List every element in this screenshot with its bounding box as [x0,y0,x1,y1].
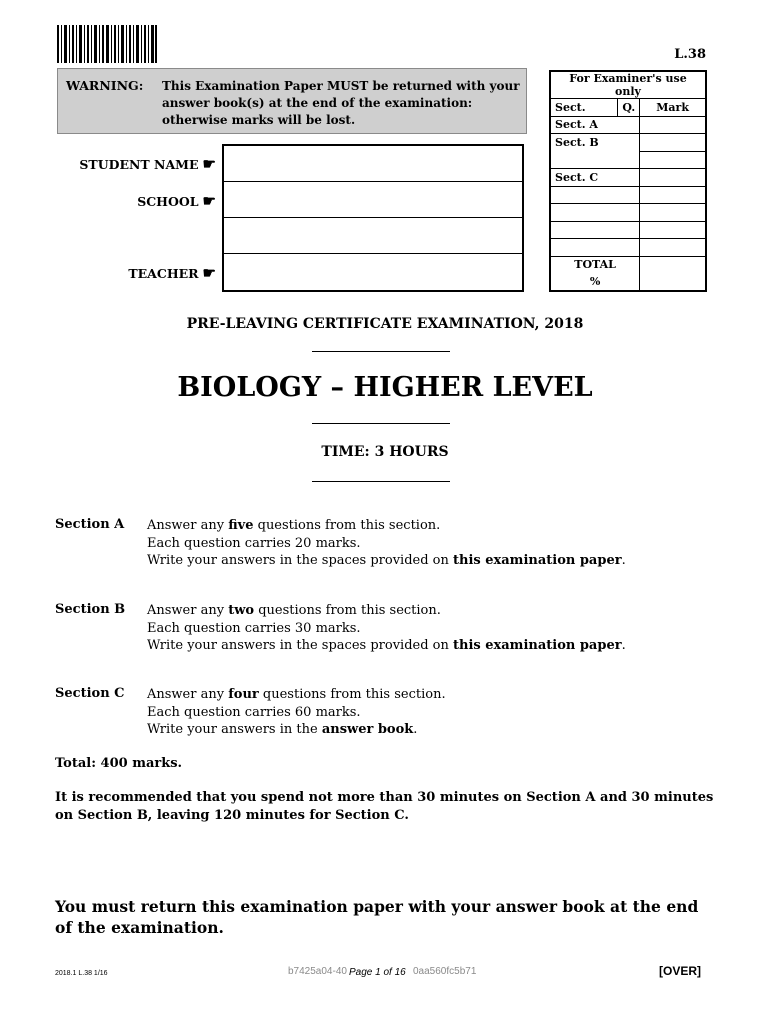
subject-title: BIOLOGY – HIGHER LEVEL [177,372,593,403]
footer-code: 2018.1 L.38 1/16 [55,970,108,977]
student-info-box [222,144,524,292]
section-c-name: Section C [55,686,125,701]
total-mark-cell[interactable] [640,256,706,291]
divider [312,351,450,352]
student-name-label: STUDENT NAME ☛ [79,155,216,173]
mark-cell[interactable] [640,169,706,187]
col-q: Q. [618,99,640,117]
barcode [57,25,157,63]
teacher-field[interactable] [224,254,522,290]
school-label: SCHOOL ☛ [137,192,216,210]
divider [312,423,450,424]
pointing-hand-icon: ☛ [202,192,216,210]
warning-box [57,68,527,134]
mark-cell[interactable] [640,221,706,239]
mark-cell[interactable] [640,134,706,152]
sect-a-label: Sect. A [550,116,640,134]
section-a-instructions: Answer any five questions from this section. Each question carries 20 marks. Write your answers in the spaces provided on this examination paper. [147,518,626,568]
divider [312,481,450,482]
examiner-table-title: For Examiner's use only [550,71,706,99]
pointing-hand-icon: ☛ [202,155,216,173]
student-name-field[interactable] [224,146,522,182]
warning-text: This Examination Paper MUST be returned with your answer book(s) at the end of the examination: otherwise marks will be lost. [162,79,520,127]
mark-cell[interactable] [640,239,706,257]
exam-title-line: PRE-LEAVING CERTIFICATE EXAMINATION, 2018 [186,316,584,332]
section-c-instructions: Answer any four questions from this section. Each question carries 60 marks. Write your answers in the answer book. [147,687,446,737]
school-field-line2[interactable] [224,218,522,254]
examiner-table [549,70,707,292]
teacher-label: TEACHER ☛ [128,264,216,282]
exam-time: TIME: 3 HOURS [321,444,449,460]
return-paper-notice: You must return this examination paper with your answer book at the end of the examination. [55,897,699,937]
paper-code: L.38 [674,47,706,62]
school-field[interactable] [224,182,522,218]
over-label: [OVER] [659,964,701,978]
time-recommendation: It is recommended that you spend not more than 30 minutes on Section A and 30 minutes on Section B, leaving 120 minutes for Section C. [55,790,714,823]
document-hash: b7425a04-40 [288,966,347,977]
col-mark: Mark [640,99,706,117]
mark-cell[interactable] [640,116,706,134]
document-hash-tail: 0aa560fc5b71 [413,966,477,977]
mark-cell[interactable] [640,204,706,222]
sect-b-label: Sect. B [550,134,640,152]
section-a-name: Section A [55,517,125,532]
pointing-hand-icon: ☛ [202,264,216,282]
section-b-name: Section B [55,602,126,617]
col-sect: Sect. [550,99,618,117]
mark-cell[interactable] [640,186,706,204]
sect-c-label: Sect. C [550,169,640,187]
percent-label: % [550,273,640,291]
section-b-instructions: Answer any two questions from this section. Each question carries 30 marks. Write your answers in the spaces provided on this examination paper. [147,603,626,653]
total-label: TOTAL [550,256,640,273]
page-number: Page 1 of 16 [349,967,406,978]
total-marks: Total: 400 marks. [55,756,183,771]
mark-cell[interactable] [640,151,706,169]
warning-label: WARNING: [66,78,144,93]
